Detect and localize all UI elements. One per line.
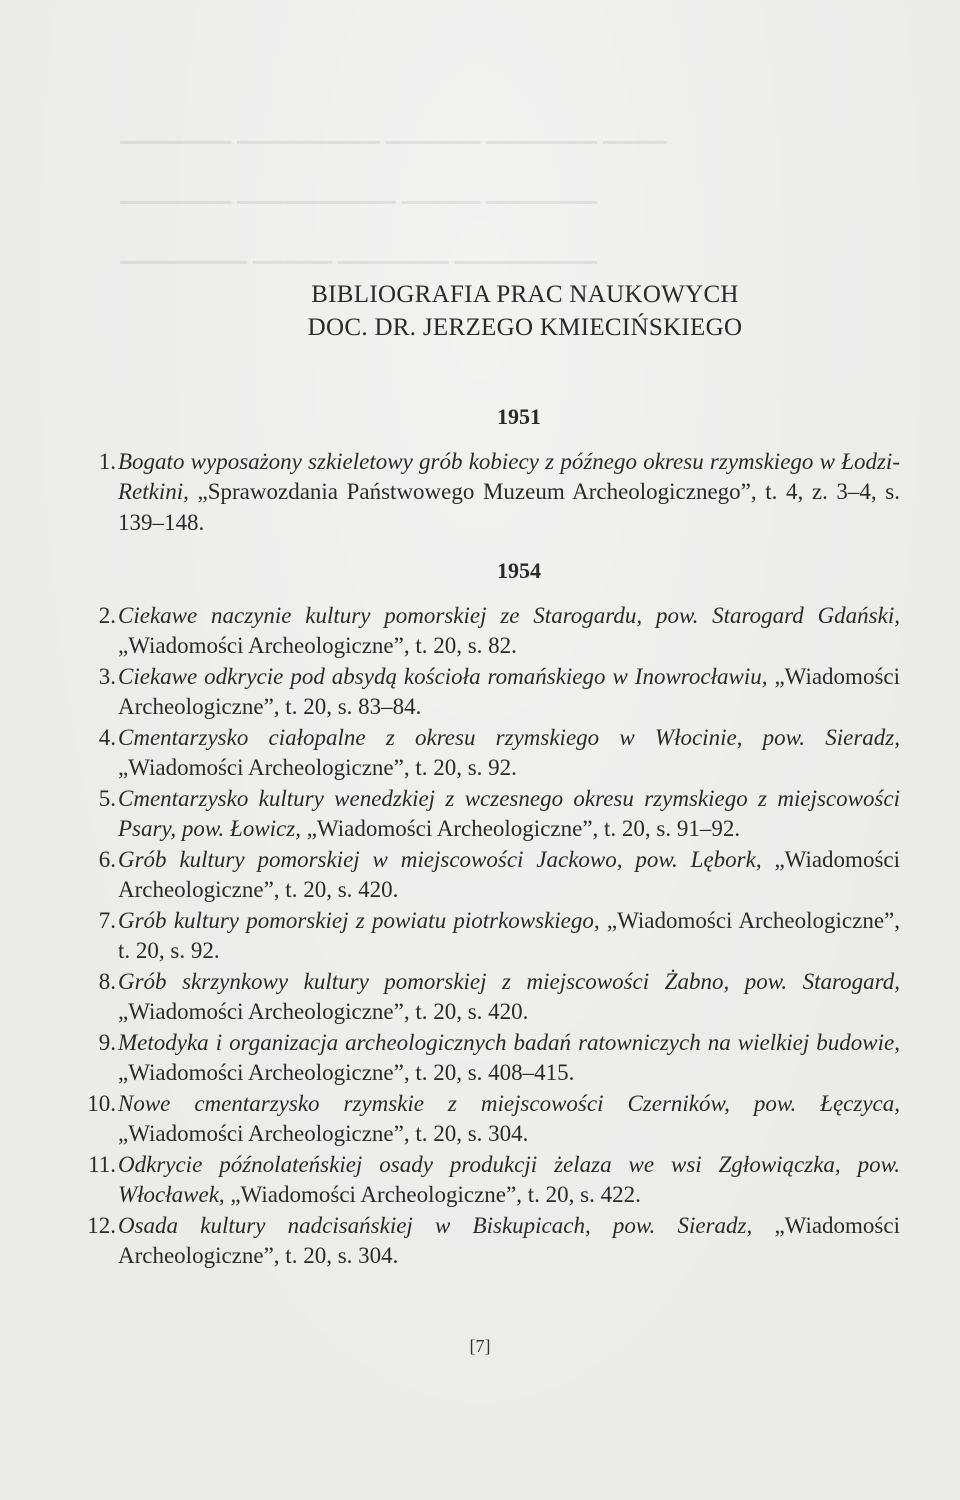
bibliography-entry bbox=[98, 967, 900, 1028]
bibliography-entry bbox=[98, 1028, 900, 1089]
title-line-2: DOC. DR. JERZEGO KMIECIŃSKIEGO bbox=[307, 314, 743, 341]
entry-citation: „Wiadomości Archeologiczne”, t. 20, s. 408–415. bbox=[118, 1060, 575, 1085]
entry-number: 11. bbox=[88, 1151, 116, 1177]
entry-citation: „Wiadomości Archeologiczne”, t. 20, s. 92. bbox=[118, 907, 900, 963]
entry-title: Bogato wyposażony szkieletowy grób kobiecy z późnego okresu rzymskiego w Łodzi-Retkini, bbox=[118, 448, 900, 504]
entry-citation: „Sprawozdania Państwowego Muzeum Archeologicznego”, t. 4, z. 3–4, s. 139–148. bbox=[118, 479, 900, 535]
entry-number: 12. bbox=[87, 1212, 116, 1238]
entry-title: Grób kultury pomorskiej z powiatu piotrkowskiego, bbox=[118, 907, 600, 933]
entry-title: Ciekawe odkrycie pod absydą kościoła romańskiego w Inowrocławiu, bbox=[118, 663, 768, 689]
entry-title: Ciekawe naczynie kultury pomorskiej ze Starogardu, pow. Starogard Gdański, bbox=[118, 602, 900, 628]
entry-citation: „Wiadomości Archeologiczne”, t. 20, s. 420. bbox=[118, 846, 900, 902]
entry-citation: „Wiadomości Archeologiczne”, t. 20, s. 82. bbox=[118, 633, 517, 658]
bibliography-entry bbox=[98, 845, 900, 906]
entry-citation: „Wiadomości Archeologiczne”, t. 20, s. 304. bbox=[118, 1212, 900, 1268]
entry-citation: „Wiadomości Archeologiczne”, t. 20, s. 83–84. bbox=[118, 663, 900, 719]
bibliography-entry bbox=[98, 723, 900, 784]
entry-number: 2. bbox=[98, 602, 116, 628]
entry-number: 7. bbox=[98, 907, 116, 933]
entry-title: Osada kultury nadcisańskiej w Biskupicach, pow. Sieradz, bbox=[118, 1212, 753, 1238]
year-heading: 1951 bbox=[497, 404, 541, 429]
entry-citation: „Wiadomości Archeologiczne”, t. 20, s. 420. bbox=[118, 999, 529, 1024]
entry-title: Nowe cmentarzysko rzymskie z miejscowości Czerników, pow. Łęczyca, bbox=[118, 1090, 900, 1116]
entry-citation: „Wiadomości Archeologiczne”, t. 20, s. 91–92. bbox=[300, 816, 741, 841]
entry-number: 4. bbox=[98, 724, 116, 750]
entry-citation: „Wiadomości Archeologiczne”, t. 20, s. 304. bbox=[118, 1121, 529, 1146]
entry-number: 5. bbox=[98, 785, 116, 811]
bleed-through-line: ▁▁▁▁▁▁▁▁▁ ▁▁▁▁▁▁▁ ▁▁▁▁▁ ▁▁▁▁▁▁▁▁ bbox=[120, 242, 598, 264]
entry-number: 6. bbox=[98, 846, 116, 872]
entry-citation: „Wiadomości Archeologiczne”, t. 20, s. 422. bbox=[224, 1182, 641, 1207]
bibliography-entry bbox=[87, 1089, 900, 1150]
bibliography-entry bbox=[98, 601, 900, 662]
bleed-through-line: ▁▁▁▁▁▁▁ ▁▁▁▁▁ ▁▁▁▁▁▁▁▁▁▁ ▁▁▁▁▁▁▁ bbox=[120, 182, 598, 204]
entry-title: Metodyka i organizacja archeologicznych badań ratowniczych na wielkiej budowie, bbox=[118, 1029, 900, 1055]
entry-title: Odkrycie późnolateńskiej osady produkcji żelaza we wsi Zgłowiączka, pow. Włocławek, bbox=[118, 1151, 900, 1207]
entry-number: 8. bbox=[98, 968, 116, 994]
year-heading: 1954 bbox=[497, 558, 541, 583]
bibliography-entry bbox=[98, 447, 900, 539]
entry-title: Cmentarzysko ciałopalne z okresu rzymskiego w Włocinie, pow. Sieradz, bbox=[118, 724, 900, 750]
entry-number: 3. bbox=[98, 663, 116, 689]
entry-title: Cmentarzysko kultury wenedzkiej z wczesnego okresu rzymskiego z miejscowości Psary, pow. Łowicz, bbox=[118, 785, 900, 841]
entry-title: Grób skrzynkowy kultury pomorskiej z miejscowości Żabno, pow. Starogard, bbox=[118, 968, 900, 994]
title-line-1: BIBLIOGRAFIA PRAC NAUKOWYCH bbox=[311, 281, 739, 308]
bibliography-entry bbox=[98, 662, 900, 723]
page-title bbox=[150, 278, 900, 344]
entry-number: 10. bbox=[87, 1090, 116, 1116]
bibliography-entry bbox=[88, 1150, 900, 1211]
entry-number: 9. bbox=[98, 1029, 116, 1055]
bibliography-entry bbox=[98, 906, 900, 967]
bibliography-content bbox=[87, 278, 900, 1272]
bibliography-entry bbox=[87, 1211, 900, 1272]
entry-citation: „Wiadomości Archeologiczne”, t. 20, s. 92. bbox=[118, 755, 517, 780]
entry-number: 1. bbox=[98, 448, 116, 474]
page-number: [7] bbox=[469, 1336, 491, 1356]
entry-title: Grób kultury pomorskiej w miejscowości Jackowo, pow. Lębork, bbox=[118, 846, 762, 872]
bibliography-entry bbox=[98, 784, 900, 845]
bleed-through-line: ▁▁▁▁ ▁▁▁▁▁▁▁ ▁▁▁▁▁▁ ▁▁▁▁▁▁▁▁▁ ▁▁▁▁▁▁▁ bbox=[120, 122, 667, 144]
